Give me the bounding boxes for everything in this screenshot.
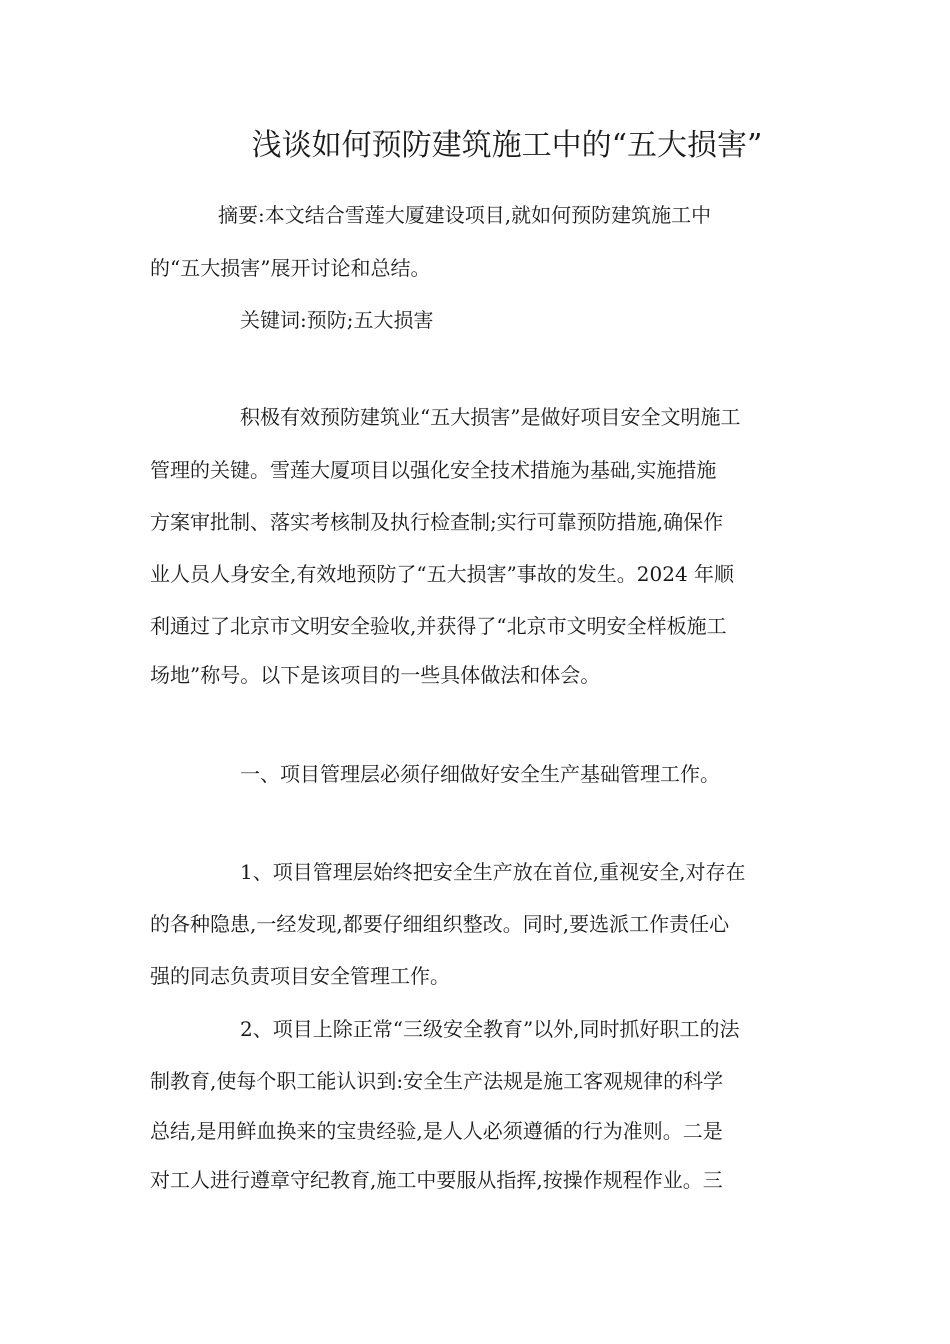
- intro-line-1: 积极有效预防建筑业“五大损害”是做好项目安全文明施工: [240, 405, 741, 429]
- item-2-line-3: 总结,是用鲜血换来的宝贵经验,是人人必须遵循的行为准则。二是: [150, 1119, 723, 1143]
- item-1-line-1: 1、项目管理层始终把安全生产放在首位,重视安全,对存在: [240, 860, 746, 884]
- intro-line-5: 利通过了北京市文明安全验收,并获得了“北京市文明安全样板施工: [150, 614, 727, 638]
- item-1-line-2: 的各种隐患,一经发现,都要仔细组织整改。同时,要选派工作责任心: [150, 912, 730, 936]
- item-2-line-2: 制教育,使每个职工能认识到:安全生产法规是施工客观规律的科学: [150, 1069, 724, 1093]
- abstract-line-1: 摘要:本文结合雪莲大厦建设项目,就如何预防建筑施工中: [218, 203, 712, 227]
- item-2-line-1: 2、项目上除正常“三级安全教育”以外,同时抓好职工的法: [240, 1017, 740, 1041]
- item-2-line-4: 对工人进行遵章守纪教育,施工中要服从指挥,按操作规程作业。三: [150, 1168, 723, 1192]
- intro-line-4: 业人员人身安全,有效地预防了“五大损害”事故的发生。2024 年顺: [150, 562, 735, 586]
- intro-line-2: 管理的关键。雪莲大厦项目以强化安全技术措施为基础,实施措施: [150, 458, 717, 482]
- document-title: 浅谈如何预防建筑施工中的“五大损害”: [251, 128, 763, 163]
- section-1-heading: 一、项目管理层必须仔细做好安全生产基础管理工作。: [240, 762, 720, 786]
- intro-line-3: 方案审批制、落实考核制及执行检查制;实行可靠预防措施,确保作: [150, 510, 724, 534]
- keywords-line: 关键词:预防;五大损害: [240, 308, 434, 332]
- item-1-line-3: 强的同志负责项目安全管理工作。: [150, 964, 450, 988]
- intro-line-6: 场地”称号。以下是该项目的一些具体做法和体会。: [150, 663, 601, 687]
- abstract-line-2: 的“五大损害”展开讨论和总结。: [150, 256, 431, 280]
